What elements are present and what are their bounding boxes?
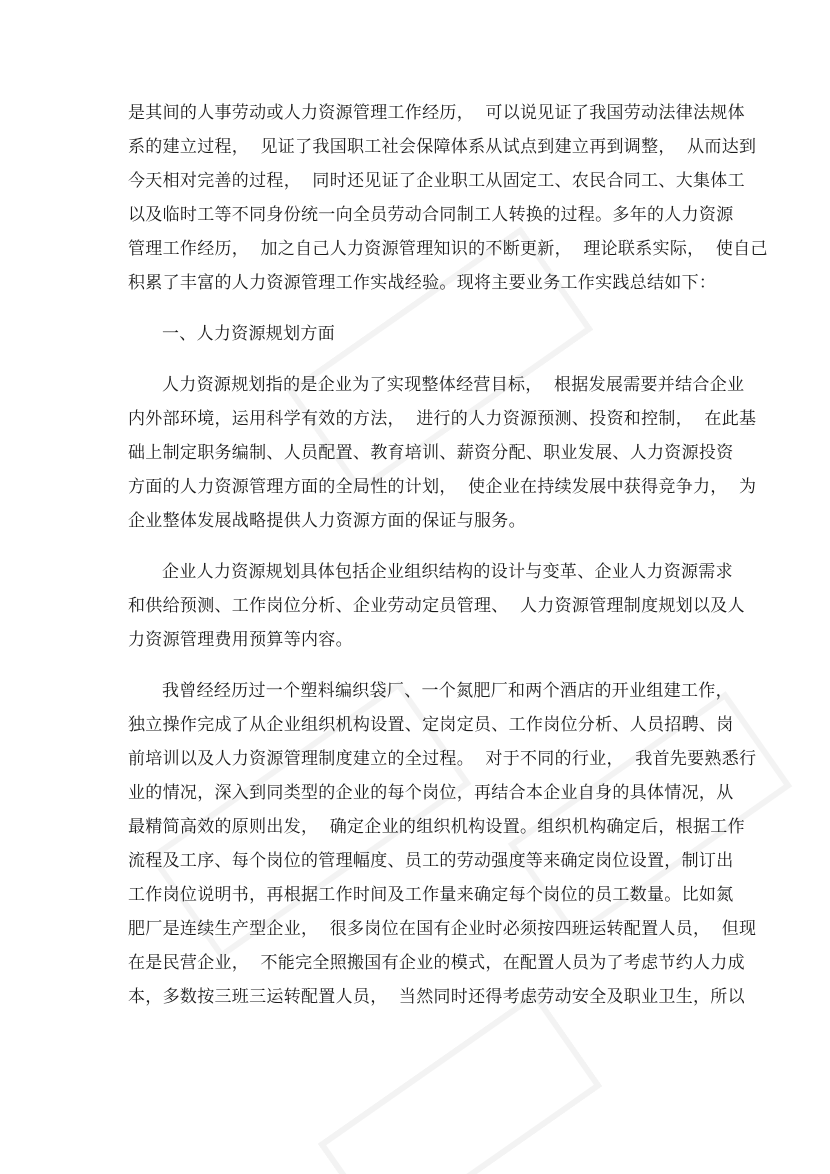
text-line: 是其间的人事劳动或人力资源管理工作经历， 可以说见证了我国劳动法律法规体 <box>128 103 745 123</box>
text-line: 管理工作经历， 加之自己人力资源管理知识的不断更新， 理论联系实际， 使自己 <box>128 239 768 259</box>
text-line: 本，多数按三班三运转配置人员， 当然同时还得考虑劳动安全及职业卫生，所以 <box>128 987 745 1007</box>
text-line: 前培训以及人力资源管理制度建立的全过程。 对于不同的行业， 我首先要熟悉行 <box>128 749 757 769</box>
text-line: 企业人力资源规划具体包括企业组织结构的设计与变革、企业人力资源需求 <box>162 562 733 582</box>
text-line: 和供给预测、工作岗位分析、企业劳动定员管理、 人力资源管理制度规划以及人 <box>128 596 745 616</box>
text-line: 在是民营企业， 不能完全照搬国有企业的模式，在配置人员为了考虑节约人力成 <box>128 953 745 973</box>
text-line: 独立操作完成了从企业组织机构设置、定岗定员、工作岗位分析、人员招聘、岗 <box>128 715 734 735</box>
text-line: 工作岗位说明书，再根据工作时间及工作量来确定每个岗位的员工数量。比如氮 <box>128 885 734 905</box>
text-line: 企业整体发展战略提供人力资源方面的保证与服务。 <box>128 511 526 531</box>
text-line: 力资源管理费用预算等内容。 <box>128 630 353 650</box>
paragraph-planning-definition <box>128 368 757 538</box>
text-line: 最精简高效的原则出发， 确定企业的组织机构设置。组织机构确定后，根据工作 <box>128 817 745 837</box>
text-line: 础上制定职务编制、人员配置、教育培训、薪资分配、职业发展、人力资源投资 <box>128 443 734 463</box>
text-line: 以及临时工等不同身份统一向全员劳动合同制工人转换的过程。多年的人力资源 <box>128 205 734 225</box>
text-line: 积累了丰富的人力资源管理工作实战经验。现将主要业务工作实践总结如下： <box>128 273 717 293</box>
text-line: 系的建立过程， 见证了我国职工社会保障体系从试点到建立再到调整， 从而达到 <box>128 137 757 157</box>
document-body <box>128 96 768 1014</box>
text-line: 方面的人力资源管理方面的全局性的计划， 使企业在持续发展中获得竞争力， 为 <box>128 477 757 497</box>
text-line: 流程及工序、每个岗位的管理幅度、员工的劳动强度等来确定岗位设置，制订出 <box>128 851 734 871</box>
paragraph-intro <box>128 96 768 300</box>
text-line: 业的情况，深入到同类型的企业的每个岗位，再结合本企业自身的具体情况，从 <box>128 783 734 803</box>
section-heading <box>128 317 712 351</box>
text-line: 人力资源规划指的是企业为了实现整体经营目标， 根据发展需要并结合企业 <box>162 375 745 395</box>
paragraph-experience <box>128 674 757 1014</box>
text-line: 今天相对完善的过程， 同时还见证了企业职工从固定工、农民合同工、大集体工 <box>128 171 745 191</box>
text-line: 肥厂是连续生产型企业， 很多岗位在国有企业时必须按四班运转配置人员， 但现 <box>128 919 757 939</box>
heading-text: 一、人力资源规划方面 <box>162 324 335 344</box>
paragraph-planning-content <box>128 555 745 657</box>
text-line: 内外部环境，运用科学有效的方法， 进行的人力资源预测、投资和控制， 在此基 <box>128 409 757 429</box>
text-line: 我曾经经历过一个塑料编织袋厂、一个氮肥厂和两个酒店的开业组建工作， <box>162 681 733 701</box>
